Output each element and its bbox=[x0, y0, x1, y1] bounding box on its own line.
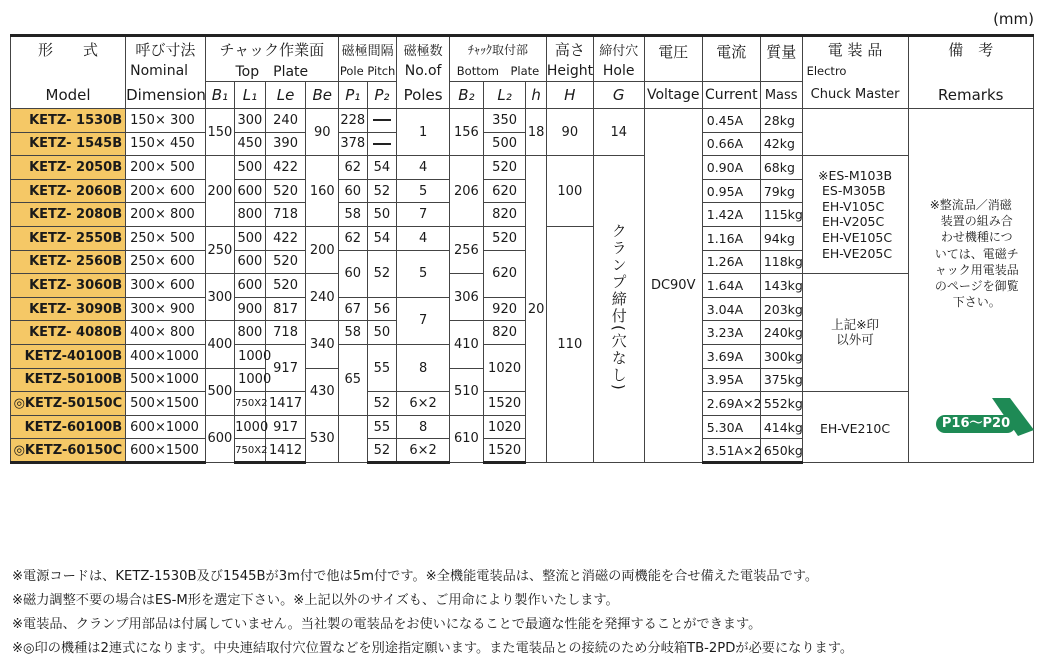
p1-cell: 60 bbox=[339, 179, 368, 203]
model-cell: KETZ- 3090B bbox=[11, 297, 126, 321]
p2-cell: 55 bbox=[367, 344, 397, 391]
l2-cell: 620 bbox=[483, 179, 526, 203]
p2-cell: 55 bbox=[367, 415, 397, 439]
p2-cell: 54 bbox=[367, 156, 397, 180]
header-bottom-jp: ﾁｬｯｸ取付部 bbox=[450, 36, 547, 62]
l1-cell: 300 bbox=[235, 109, 266, 133]
chuck-master-item: EH-V205C bbox=[821, 214, 885, 230]
dim-cell: 150× 450 bbox=[126, 132, 205, 156]
table-row bbox=[11, 156, 1034, 180]
dim-cell: 200× 600 bbox=[126, 179, 205, 203]
header-model-en: Model bbox=[11, 82, 126, 109]
current-cell: 3.69A bbox=[702, 344, 760, 368]
l1-cell: 600 bbox=[235, 250, 266, 274]
dim-cell: 250× 600 bbox=[126, 250, 205, 274]
l2-cell: 820 bbox=[483, 321, 526, 345]
le-cell: 917 bbox=[265, 415, 306, 439]
header-h: h bbox=[526, 82, 546, 109]
h-cell: 18 bbox=[526, 109, 546, 156]
hole-cell: 14 bbox=[593, 109, 644, 156]
chuck-master-item: EH-V105C bbox=[821, 198, 885, 214]
le-cell: 817 bbox=[265, 297, 306, 321]
p2-cell: 52 bbox=[367, 179, 397, 203]
be-cell: 240 bbox=[306, 274, 339, 321]
l2-cell: 520 bbox=[483, 156, 526, 180]
header-be: Be bbox=[306, 82, 339, 109]
footnote: ※磁力調整不要の場合はES-M形を選定下さい。※上記以外のサイズも、ご用命により製作いたします。 bbox=[12, 593, 619, 608]
model-cell: KETZ- 2550B bbox=[11, 226, 126, 250]
p2-cell: 50 bbox=[367, 203, 397, 227]
poles-cell: 8 bbox=[397, 344, 450, 391]
p2-cell bbox=[367, 132, 397, 156]
chuck-master-other-cell bbox=[802, 274, 908, 392]
l1-cell: 500 bbox=[235, 226, 266, 250]
be-cell: 200 bbox=[306, 226, 339, 273]
p1-cell: 67 bbox=[339, 297, 368, 321]
l1-cell: 1000 bbox=[235, 344, 266, 368]
model-cell: KETZ- 2080B bbox=[11, 203, 126, 227]
mass-cell: 650kg bbox=[760, 439, 802, 463]
height-cell: 90 bbox=[546, 109, 593, 156]
header-poles-en1: No.of bbox=[397, 61, 450, 82]
model-cell: ◎KETZ-60150C bbox=[11, 439, 126, 463]
header-poles-jp: 磁極数 bbox=[397, 36, 450, 62]
p2-cell: 56 bbox=[367, 297, 397, 321]
poles-cell: 8 bbox=[397, 415, 450, 439]
b2-cell: 256 bbox=[450, 226, 484, 273]
chuck-master-item: EH-VE105C bbox=[821, 230, 893, 246]
be-cell: 530 bbox=[306, 415, 339, 462]
mass-cell: 79kg bbox=[760, 179, 802, 203]
l1-cell: 1000 bbox=[235, 415, 266, 439]
mass-cell: 94kg bbox=[760, 226, 802, 250]
header-chuck-master-en2: Chuck Master bbox=[802, 82, 908, 109]
header-pole-pitch-jp: 磁極間隔 bbox=[339, 36, 397, 62]
header-model-blank bbox=[11, 61, 126, 82]
model-cell: KETZ- 3060B bbox=[11, 274, 126, 298]
chuck-master-ve210: EH-VE210C bbox=[819, 420, 891, 436]
current-cell: 1.64A bbox=[702, 274, 760, 298]
header-poles-en2: Poles bbox=[397, 82, 450, 109]
b2-cell: 610 bbox=[450, 415, 484, 462]
remark-line: のページを御覧 bbox=[922, 278, 1019, 293]
l1-cell: 600 bbox=[235, 274, 266, 298]
l1-cell: 750X2 bbox=[235, 392, 266, 416]
p2-cell: 52 bbox=[367, 392, 397, 416]
p1-cell: 228 bbox=[339, 109, 368, 133]
dim-cell: 200× 800 bbox=[126, 203, 205, 227]
current-cell: 0.95A bbox=[702, 179, 760, 203]
p2-cell: 52 bbox=[367, 439, 397, 463]
header-remarks-blank bbox=[908, 61, 1033, 82]
header-b2: B₂ bbox=[450, 82, 484, 109]
b1-cell: 150 bbox=[205, 109, 235, 156]
model-cell: KETZ- 4080B bbox=[11, 321, 126, 345]
be-cell: 430 bbox=[306, 368, 339, 415]
footnotes bbox=[12, 565, 853, 661]
le-cell: 1417 bbox=[265, 392, 306, 416]
le-cell: 718 bbox=[265, 203, 306, 227]
p1-cell: 58 bbox=[339, 203, 368, 227]
header-height-en: Height bbox=[546, 61, 593, 82]
dim-cell: 500×1500 bbox=[126, 392, 205, 416]
l1-cell: 450 bbox=[235, 132, 266, 156]
p2-cell: 52 bbox=[367, 250, 397, 297]
mass-cell: 240kg bbox=[760, 321, 802, 345]
current-cell: 1.42A bbox=[702, 203, 760, 227]
header-bottom-en: Bottom Plate bbox=[450, 61, 547, 82]
model-cell: KETZ- 1545B bbox=[11, 132, 126, 156]
spec-table bbox=[10, 34, 1034, 464]
table-row bbox=[11, 392, 1034, 416]
remark-line: わせ機種につ bbox=[928, 230, 1013, 245]
b2-cell: 510 bbox=[450, 368, 484, 415]
mass-cell: 68kg bbox=[760, 156, 802, 180]
header-hole-jp: 締付穴 bbox=[593, 36, 644, 62]
mass-cell: 203kg bbox=[760, 297, 802, 321]
dim-cell: 200× 500 bbox=[126, 156, 205, 180]
b1-cell: 250 bbox=[205, 226, 235, 273]
header-l2: L₂ bbox=[483, 82, 526, 109]
p1-blank bbox=[339, 415, 368, 462]
p1-cell: 62 bbox=[339, 226, 368, 250]
poles-cell: 1 bbox=[397, 109, 450, 156]
mass-cell: 118kg bbox=[760, 250, 802, 274]
current-cell: 0.90A bbox=[702, 156, 760, 180]
p2-cell: 50 bbox=[367, 321, 397, 345]
dim-cell: 300× 600 bbox=[126, 274, 205, 298]
l1-cell: 750X2 bbox=[235, 439, 266, 463]
poles-cell: 7 bbox=[397, 203, 450, 227]
le-cell: 520 bbox=[265, 179, 306, 203]
dim-cell: 300× 900 bbox=[126, 297, 205, 321]
header-chuck-en: Top Plate bbox=[205, 61, 338, 82]
mass-cell: 42kg bbox=[760, 132, 802, 156]
le-cell: 422 bbox=[265, 226, 306, 250]
model-cell: KETZ-40100B bbox=[11, 344, 126, 368]
model-cell: KETZ- 2560B bbox=[11, 250, 126, 274]
poles-cell: 4 bbox=[397, 156, 450, 180]
current-cell: 0.66A bbox=[702, 132, 760, 156]
b2-cell: 206 bbox=[450, 156, 484, 227]
mass-cell: 414kg bbox=[760, 415, 802, 439]
b1-cell: 200 bbox=[205, 156, 235, 227]
chuck-master-blank bbox=[802, 109, 908, 156]
header-height-sym: H bbox=[546, 82, 593, 109]
b2-cell: 306 bbox=[450, 274, 484, 321]
header-le: Le bbox=[265, 82, 306, 109]
p1-cell: 62 bbox=[339, 156, 368, 180]
poles-cell: 7 bbox=[397, 297, 450, 344]
height-cell: 110 bbox=[546, 226, 593, 462]
model-cell: KETZ-50100B bbox=[11, 368, 126, 392]
mass-cell: 115kg bbox=[760, 203, 802, 227]
header-current-jp: 電流 bbox=[702, 36, 760, 82]
mass-cell: 375kg bbox=[760, 368, 802, 392]
remark-line: いては、電磁チ bbox=[922, 246, 1019, 261]
page-ref-label: P16～P20 bbox=[936, 415, 1016, 433]
header-mass-en: Mass bbox=[760, 82, 802, 109]
header-chuck-master-jp: 電 装 品 bbox=[802, 36, 908, 62]
current-cell: 5.30A bbox=[702, 415, 760, 439]
dim-cell: 150× 300 bbox=[126, 109, 205, 133]
l1-cell: 1000 bbox=[235, 368, 266, 392]
current-cell: 3.23A bbox=[702, 321, 760, 345]
p2-cell: 54 bbox=[367, 226, 397, 250]
header-chuck-jp: チャック作業面 bbox=[205, 36, 338, 62]
b2-cell: 156 bbox=[450, 109, 484, 156]
model-cell: KETZ- 2060B bbox=[11, 179, 126, 203]
remark-line: 下さい。 bbox=[940, 295, 1001, 310]
le-cell: 520 bbox=[265, 274, 306, 298]
b1-cell: 600 bbox=[205, 415, 235, 462]
current-cell: 2.69A×2 bbox=[702, 392, 760, 416]
voltage-cell: DC90V bbox=[644, 109, 702, 463]
p1-cell: 65 bbox=[339, 344, 368, 415]
header-dim-en1: Nominal bbox=[126, 61, 205, 82]
p1-cell: 378 bbox=[339, 132, 368, 156]
poles-cell: 5 bbox=[397, 179, 450, 203]
b2-cell: 410 bbox=[450, 321, 484, 368]
current-cell: 1.26A bbox=[702, 250, 760, 274]
header-chuck-master-en1: Electro bbox=[802, 61, 908, 82]
header-current-en: Current bbox=[702, 82, 760, 109]
dim-cell: 600×1500 bbox=[126, 439, 205, 463]
chuck-master-item: ※ES-M103B bbox=[818, 167, 893, 183]
le-cell: 1412 bbox=[265, 439, 306, 463]
l2-cell: 1020 bbox=[483, 344, 526, 391]
page-ref-badge[interactable] bbox=[932, 412, 1036, 436]
poles-cell: 6×2 bbox=[397, 392, 450, 416]
chuck-master-list-cell bbox=[802, 156, 908, 274]
l2-cell: 500 bbox=[483, 132, 526, 156]
l2-cell: 620 bbox=[483, 250, 526, 297]
model-cell: KETZ- 1530B bbox=[11, 109, 126, 133]
header-hole-en: Hole bbox=[593, 61, 644, 82]
current-cell: 3.51A×2 bbox=[702, 439, 760, 463]
l2-cell: 920 bbox=[483, 297, 526, 321]
footnote: ※電源コードは、KETZ-1530B及び1545Bが3m付で他は5m付です。※全機能電装品は、整流と消磁の両機能を合せ備えた電装品です。 bbox=[12, 569, 819, 584]
mass-cell: 143kg bbox=[760, 274, 802, 298]
l1-cell: 500 bbox=[235, 156, 266, 180]
mass-cell: 552kg bbox=[760, 392, 802, 416]
chuck-master-ve210-cell bbox=[802, 392, 908, 463]
le-cell: 390 bbox=[265, 132, 306, 156]
l2-cell: 1020 bbox=[483, 415, 526, 439]
unit-label: (mm) bbox=[993, 10, 1034, 28]
header-remarks-en: Remarks bbox=[908, 82, 1033, 109]
chuck-master-other: 以外可 bbox=[836, 332, 874, 348]
l1-cell: 900 bbox=[235, 297, 266, 321]
header-model-jp: 形 式 bbox=[11, 36, 126, 62]
header-hole-sym: G bbox=[593, 82, 644, 109]
header-mass-jp: 質量 bbox=[760, 36, 802, 82]
mass-cell: 300kg bbox=[760, 344, 802, 368]
chuck-master-item: ES-M305B bbox=[821, 183, 886, 199]
l2-cell: 1520 bbox=[483, 392, 526, 416]
header-b1: B₁ bbox=[205, 82, 235, 109]
l2-cell: 350 bbox=[483, 109, 526, 133]
model-cell: KETZ-60100B bbox=[11, 415, 126, 439]
header-height-jp: 高さ bbox=[546, 36, 593, 62]
dim-cell: 600×1000 bbox=[126, 415, 205, 439]
l1-cell: 800 bbox=[235, 321, 266, 345]
header-p1: P₁ bbox=[339, 82, 368, 109]
footnote: ※電装品、クランプ用部品は付属していません。当社製の電装品をお使いになることで最適な性能を発揮することができます。 bbox=[12, 617, 762, 632]
footnote: ※◎印の機種は2連式になります。中央連結取付穴位置などを別途指定願います。また電装品との接続のため分岐箱TB-2PDが必要になります。 bbox=[12, 641, 854, 656]
dash-mark bbox=[373, 143, 391, 145]
remark-line: ※整流品／消磁 bbox=[929, 198, 1012, 212]
l1-cell: 600 bbox=[235, 179, 266, 203]
le-cell: 718 bbox=[265, 321, 306, 345]
le-cell: 240 bbox=[265, 109, 306, 133]
dim-cell: 400× 800 bbox=[126, 321, 205, 345]
height-cell: 100 bbox=[546, 156, 593, 227]
dim-cell: 500×1000 bbox=[126, 368, 205, 392]
chuck-master-other: 上記※印 bbox=[831, 316, 880, 332]
b1-cell: 400 bbox=[205, 321, 235, 368]
hole-clamp-text: クランプ締付(穴なし) bbox=[609, 222, 628, 392]
remark-line: 装置の組み合 bbox=[928, 214, 1013, 229]
header-l1: L₁ bbox=[235, 82, 266, 109]
poles-cell: 4 bbox=[397, 226, 450, 250]
header-voltage-en: Voltage bbox=[644, 82, 702, 109]
chuck-master-item: EH-VE205C bbox=[821, 245, 893, 261]
current-cell: 3.04A bbox=[702, 297, 760, 321]
le-cell: 422 bbox=[265, 156, 306, 180]
header-pole-pitch-en: Pole Pitch bbox=[339, 61, 397, 82]
le-cell: 917 bbox=[265, 344, 306, 391]
current-cell: 1.16A bbox=[702, 226, 760, 250]
l2-cell: 520 bbox=[483, 226, 526, 250]
current-cell: 0.45A bbox=[702, 109, 760, 133]
mass-cell: 28kg bbox=[760, 109, 802, 133]
remark-line: ャック用電装品 bbox=[922, 262, 1019, 277]
dim-cell: 250× 500 bbox=[126, 226, 205, 250]
b1-cell: 300 bbox=[205, 274, 235, 321]
dash-mark bbox=[373, 119, 391, 121]
header-dim-en2: Dimension bbox=[126, 82, 205, 109]
header-voltage-jp: 電圧 bbox=[644, 36, 702, 82]
p1-cell: 58 bbox=[339, 321, 368, 345]
model-cell: KETZ- 2050B bbox=[11, 156, 126, 180]
l1-cell: 800 bbox=[235, 203, 266, 227]
hole-clamp-cell bbox=[593, 156, 644, 463]
b1-cell: 500 bbox=[205, 368, 235, 415]
p2-cell bbox=[367, 109, 397, 133]
current-cell: 3.95A bbox=[702, 368, 760, 392]
header-p2: P₂ bbox=[367, 82, 397, 109]
be-cell: 340 bbox=[306, 321, 339, 368]
p1-cell: 60 bbox=[339, 250, 368, 297]
be-cell: 160 bbox=[306, 156, 339, 227]
h-cell: 20 bbox=[526, 156, 546, 463]
table-row bbox=[11, 109, 1034, 133]
header-dim-jp: 呼び寸法 bbox=[126, 36, 205, 62]
l2-cell: 1520 bbox=[483, 439, 526, 463]
le-cell: 520 bbox=[265, 250, 306, 274]
header-remarks-jp: 備 考 bbox=[908, 36, 1033, 62]
poles-cell: 6×2 bbox=[397, 439, 450, 463]
dim-cell: 400×1000 bbox=[126, 344, 205, 368]
model-cell: ◎KETZ-50150C bbox=[11, 392, 126, 416]
be-cell: 90 bbox=[306, 109, 339, 156]
poles-cell: 5 bbox=[397, 250, 450, 297]
l2-cell: 820 bbox=[483, 203, 526, 227]
